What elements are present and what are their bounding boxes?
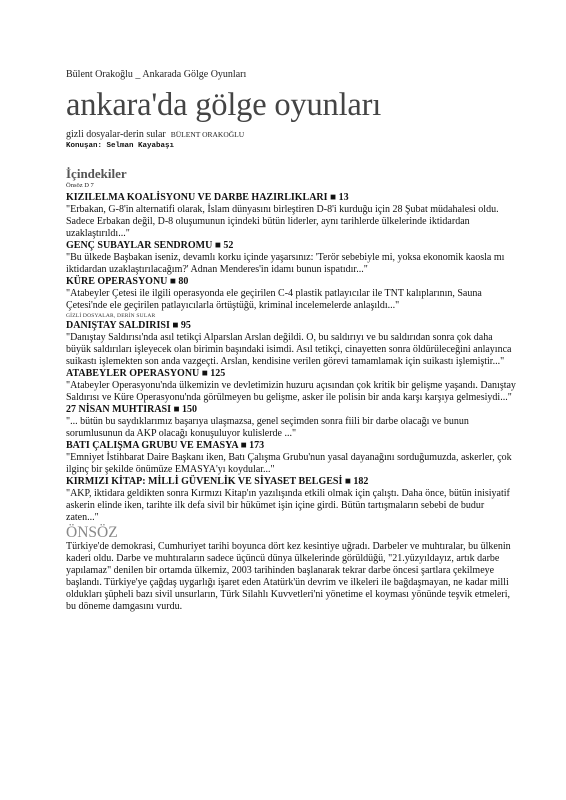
toc-entry-title: GENÇ SUBAYLAR SENDROMU ■ 52 (66, 240, 234, 251)
toc-list (66, 192, 516, 613)
toc-entry-desc: "Erbakan, G-8'in alternatifi olarak, İslam dünyasını birleştiren D-8'i kurduğu için 28 Şubat müdahalesi oldu. Sadece Erbakan değil, D-8 oluşumunun içindeki bütün liderler, aynı tarihlerde ülkelerinde iktidardan uzaklaştırıldı..." (66, 204, 499, 239)
toc-entry-desc: "Emniyet İstihbarat Daire Başkanı iken, Batı Çalışma Grubu'nun yasal dayanağını sorduğumuzda, askerler, çok ilginç bir şekilde önümüze EMASYA'yı koydular..." (66, 452, 512, 475)
toc-entry-title: ATABEYLER OPERASYONU ■ 125 (66, 368, 226, 379)
toc-entry-title: KIZILELMA KOALİSYONU VE DARBE HAZIRLIKLARI ■ 13 (66, 192, 349, 203)
toc-entry-desc: "... bütün bu saydıklarımız başarıya ulaşmazsa, genel seçimden sonra fiili bir darbe olacağı ve bunun sorumlusunun da AKP olacağı konuşuluyor kulislerde ..." (66, 416, 469, 439)
toc-entry-desc: "Atabeyler Operasyonu'nda ülkemizin ve devletimizin huzuru açısından çok kritik bir gelişme yaşandı. Danıştay Saldırısı ve Küre Operasyonu'nda görülmeyen bu gelişme, asker ile polisin bir anda karşı karşıya gelmesiydi..." (66, 380, 516, 403)
book-title: ankara'da gölge oyunları (66, 87, 382, 123)
onsoz-heading: ÖNSÖZ (66, 524, 118, 541)
intro-paragraph: Türkiye'de demokrasi, Cumhuriyet tarihi boyunca dört kez kesintiye uğradı. Darbeler ve muhtıralar, bu ülkenin kaderi oldu. Darbe ve muhtıraların sadece üçüncü dünya ülkelerinde görüldüğü, "21.yüzyıldayız, artık darbe yapılamaz" denilen bir ortamda ülkemiz, 2003 tarihinden başlanarak tekrar darbe öncesi şartlara çekilmeye başlandı. Türkiye'ye çağdaş uygarlığı işaret eden Atatürk'ün devrim ve ilkeleri ile bağdaşmayan, ne kadar milli oldukları şüpheli bazı sivil unsurların, Türk Silahlı Kuvvetleri'ni yönetime el koyması yönünde teşvik etmeleri, bu döneme damgasını vurdu. (66, 541, 511, 612)
subtitle-line (66, 129, 244, 140)
speaker-line: Konuşan: Selman Kayabaşı (66, 142, 175, 150)
toc-entry-title: DANIŞTAY SALDIRISI ■ 95 (66, 320, 191, 331)
toc-entry-title: 27 NİSAN MUHTIRASI ■ 150 (66, 404, 198, 415)
running-head: Bülent Orakoğlu _ Ankarada Gölge Oyunları (66, 69, 247, 80)
author-name: BÜLENT ORAKOĞLU (170, 130, 245, 139)
page-caption: GİZLİ DOSYALAR, DERİN SULAR (66, 313, 156, 319)
toc-entry-desc: "Bu ülkede Başbakan iseniz, devamlı korku içinde yaşarsınız: 'Terör sebebiyle mi, yoksa ekonomik kaosla mı iktidardan uzaklaştırılacağım?' Adnan Menderes'in idamı bunun ispatıdır..." (66, 252, 505, 275)
toc-entry-desc: "Danıştay Saldırısı'nda asıl tetikçi Alparslan Arslan değildi. O, bu saldırıyı ve bu saldırıdan sonra çok daha büyük saldırıları işleyecek olan birimin başındaki isimdi. Asıl tetikçi, cinayetten sonra öldürüleceğini anlayınca suikastı işlemekten son anda vazgeçti. Arslan, kendisine verilen görevi tamamlamak için suikastı işlemiştir..." (66, 332, 512, 367)
subtitle: gizli dosyalar-derin sular (66, 129, 166, 140)
toc-heading: İçindekiler (66, 166, 127, 181)
toc-entry-desc: "AKP, iktidara geldikten sonra Kırmızı Kitap'ın yazılışında etkili olmak için çalıştı. Daha önce, bütün inisiyatif askerin elinde iken, tarihte ilk defa sivil bir hükümet işin içine girdi. Bütün tartışmaların sebebi de budur zaten..." (66, 488, 510, 523)
onsoz-reference: Önsöz D 7 (66, 182, 94, 189)
toc-entry-desc: "Atabeyler Çetesi ile ilgili operasyonda ele geçirilen C-4 plastik patlayıcılar ile TNT kalıplarının, Sauna Çetesi'nde ele geçirilen patlayıcılarla örtüştüğü, kriminal incelemelerde anlaşıldı..." (66, 288, 482, 311)
toc-entry-title: KIRMIZI KİTAP: MİLLİ GÜVENLİK VE SİYASET BELGESİ ■ 182 (66, 476, 369, 487)
toc-entry-title: KÜRE OPERASYONU ■ 80 (66, 276, 189, 287)
toc-entry-title: BATI ÇALIŞMA GRUBU VE EMASYA ■ 173 (66, 440, 265, 451)
